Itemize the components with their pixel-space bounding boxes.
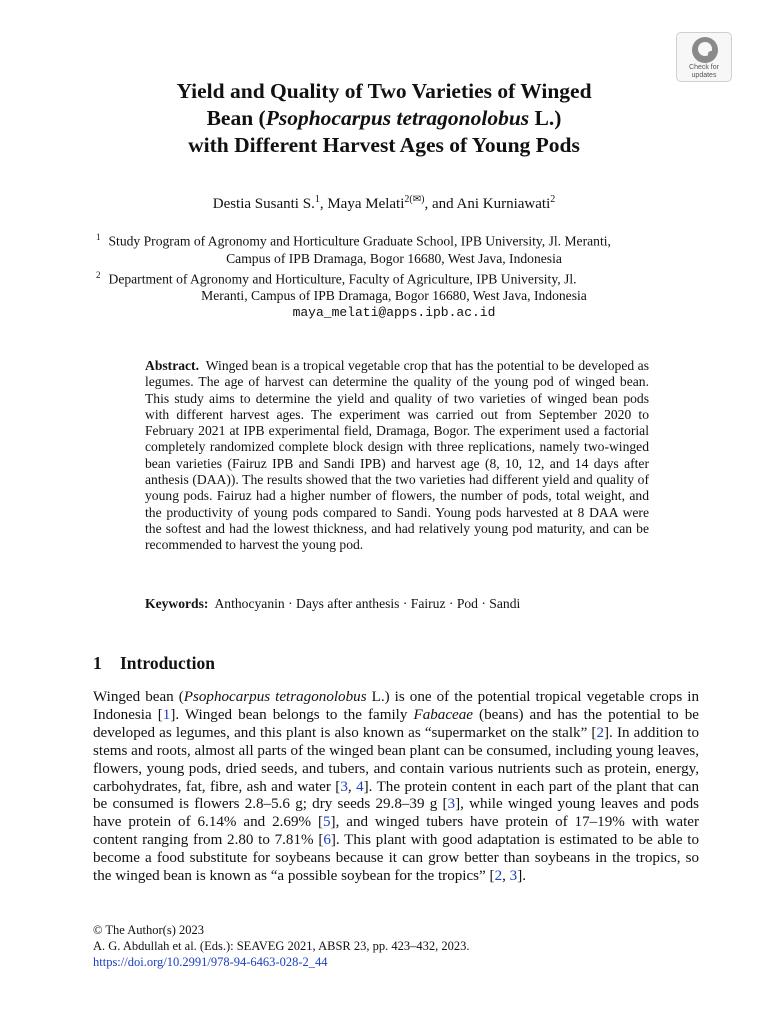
author-2: , Maya Melati	[319, 196, 405, 212]
bookmark-icon	[692, 37, 718, 63]
badge-line-1: Check for	[689, 64, 719, 71]
citation-link[interactable]: 2	[596, 724, 605, 741]
affiliation-1-line-1: $^1$ Study Program of Agronomy and Horticulture Graduate School, IPB University, Jl. Meranti,	[96, 232, 611, 249]
introduction-paragraph: Winged bean (Psophocarpus tetragonolobus L.) is one of the potential tropical vegetable crops in Indonesia [1]. Winged bean belongs to the family Fabaceae (beans) and has the potential to be developed as legumes, and this plant is also known as “supermarket on the stalk” [2]. In addition to stems and roots, almost all parts of the winged bean plant can be consumed, including young leaves, flowers, young pods, dried seeds, and tubers, and contain various nutrients such as protein, energy, carbohydrates, fat, fibre, ash and water [3, 4]. The protein content in each part of the plant that can be consumed is flowers 2.8–5.6 g; dry seeds 29.8–39 g [3], while winged young leaves and pods have protein of 6.14% and 2.69% [5], and winged tubers have protein of 17–19% with water content ranging from 2.80 to 7.81% [6]. This plant with good adaptation is estimated to be able to become a food substitute for soybeans because it can grow better than soybeans in the tropics, so the winged bean is known as “a possible soybean for the tropics” [2, 3].	[93, 689, 700, 885]
citation-link[interactable]: 3	[447, 796, 456, 813]
title-line-2: Bean (Psophocarpus tetragonolobus L.)	[206, 106, 562, 130]
species-name: Psophocarpus tetragonolobus	[265, 106, 530, 130]
citation-link[interactable]: 1	[162, 706, 171, 723]
author-1: Destia Susanti S.	[212, 196, 315, 212]
affiliation-1-line-2: Campus of IPB Dramaga, Bogor 16680, West Java, Indonesia	[226, 250, 562, 266]
section-heading	[93, 653, 215, 674]
badge-line-2: updates	[691, 72, 717, 79]
keywords-text: Anthocyanin · Days after anthesis · Fairuz · Pod · Sandi	[214, 596, 521, 611]
copyright-line: © The Author(s) 2023	[93, 923, 204, 937]
title-line-3: with Different Harvest Ages of Young Pods	[188, 133, 580, 157]
citation-link[interactable]: 3	[340, 778, 348, 795]
citation-line: A. G. Abdullah et al. (Eds.): SEAVEG 2021, ABSR 23, pp. 423–432, 2023.	[93, 939, 470, 953]
title-line-1: Yield and Quality of Two Varieties of Winged	[176, 79, 592, 103]
citation-link[interactable]: 6	[323, 832, 331, 849]
affiliations	[94, 229, 694, 321]
paper-title	[100, 78, 668, 159]
section-number: 1	[93, 653, 102, 673]
keywords	[145, 596, 649, 612]
affiliation-2-line-1: $^2$ Department of Agronomy and Horticulture, Faculty of Agriculture, IPB University, Jl.	[96, 269, 577, 287]
author-3: , and Ani Kurniawati	[424, 196, 551, 212]
citation-link[interactable]: 5	[323, 814, 331, 831]
section-title: Introduction	[120, 653, 215, 673]
abstract-text: Winged bean is a tropical vegetable crop that has the potential to be developed as legumes. The age of harvest can determine the quality of the young pod of winged bean. This study aims to determine the yield and quality of two varieties of winged bean pods with different harvest ages. The experiment was carried out from September 2020 to February 2021 at IPB experimental field, Dramaga, Bogor. The experiment used a factorial completely randomized complete block design with three replications, namely two-winged bean varieties (Fairuz IPB and Sandi IPB) and harvest age (8, 10, 12, and 14 days after anthesis (DAA)). The results showed that the two varieties had different yield and quality of young pods. Fairuz had a higher number of flowers, the number of pods, total weight, and the productivity of young pods compared to Sandi. Young pods harvested at 8 DAA were the softest and had the lowest thickness, and had relatively young pod maturity, and can be recommended to harvest the young pod.	[145, 358, 650, 553]
affiliation-2-line-2: Meranti, Campus of IPB Dramaga, Bogor 16680, West Java, Indonesia	[201, 288, 587, 304]
doi-link[interactable]: https://doi.org/10.2991/978-94-6463-028-2_44	[93, 955, 328, 969]
abstract	[145, 358, 649, 554]
author-list: Destia Susanti S.$^1$, Maya Melati$^{2(✉)}$, and Ani Kurniawati$^2$	[212, 194, 556, 212]
corresponding-author-mark: 2(✉)	[404, 194, 425, 205]
footer	[93, 922, 470, 970]
citation-link[interactable]: 4	[356, 778, 364, 795]
citation-link[interactable]: 3	[509, 868, 518, 885]
abstract-label: Abstract.	[145, 358, 199, 373]
corresponding-email[interactable]: maya_melati@apps.ipb.ac.id	[292, 305, 496, 321]
check-for-updates-badge[interactable]	[676, 32, 732, 82]
citation-link[interactable]: 2	[494, 868, 503, 885]
keywords-label: Keywords:	[145, 596, 209, 611]
badge-text	[677, 64, 731, 80]
